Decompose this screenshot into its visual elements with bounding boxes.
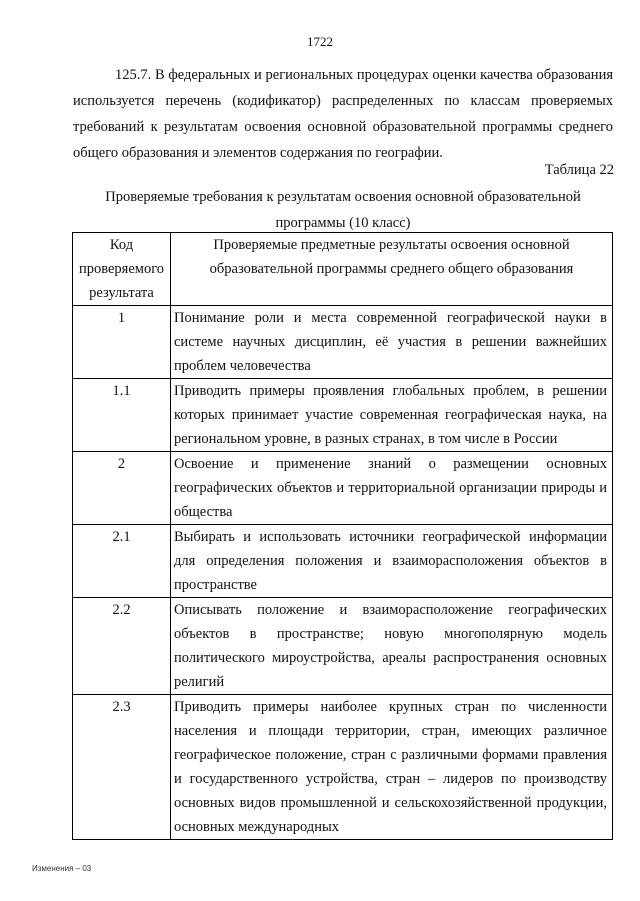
row-text: Описывать положение и взаиморасположение географических объектов в пространстве; новую многополярную модель политического мироустройства, ареалы распространения основных религий [171,598,613,695]
row-code: 2.1 [73,525,171,598]
table-title: Проверяемые требования к результатам освоения основной образовательной программы (10 класс) [105,189,581,231]
row-text: Понимание роли и места современной географической науки в системе научных дисциплин, её участия в решении важнейших проблем человечества [171,306,613,379]
table-row [73,379,613,452]
row-text: Выбирать и использовать источники географической информации для определения положения и взаиморасположения объектов в пространстве [171,525,613,598]
table-header-row [73,233,613,306]
intro-section [73,62,613,166]
row-text: Приводить примеры наиболее крупных стран по численности населения и площади территории, стран, имеющих различное географическое положение, стран с различными формами правления и государственного устройства, стран – лидеров по производству основных видов промышленной и сельскохозяйственной продукции, основных международных [171,695,613,840]
table-row [73,525,613,598]
row-text: Освоение и применение знаний о размещении основных географических объектов и территориальной организации природы и общества [171,452,613,525]
footer-revision-note: Изменения – 03 [32,864,92,873]
row-code: 2.3 [73,695,171,840]
column-header-code: Код проверяемого результата [73,233,171,306]
table-row [73,598,613,695]
intro-paragraph: 125.7. В федеральных и региональных процедурах оценки качества образования используется перечень (кодификатор) распределенных по классам проверяемых требований к результатам освоения основной образовательной программы среднего общего образования и элементов содержания по географии. [73,67,613,161]
requirements-table [72,232,613,840]
row-code: 1.1 [73,379,171,452]
page-number: 1722 [307,34,333,49]
column-header-results: Проверяемые предметные результаты освоения основной образовательной программы среднего общего образования [171,233,613,306]
table-label: Таблица 22 [544,162,614,178]
row-code: 1 [73,306,171,379]
table-row [73,452,613,525]
row-code: 2 [73,452,171,525]
table-row [73,306,613,379]
row-code: 2.2 [73,598,171,695]
table-row [73,695,613,840]
row-text: Приводить примеры проявления глобальных проблем, в решении которых принимает участие современная географическая наука, на региональном уровне, в разных странах, в том числе в России [171,379,613,452]
